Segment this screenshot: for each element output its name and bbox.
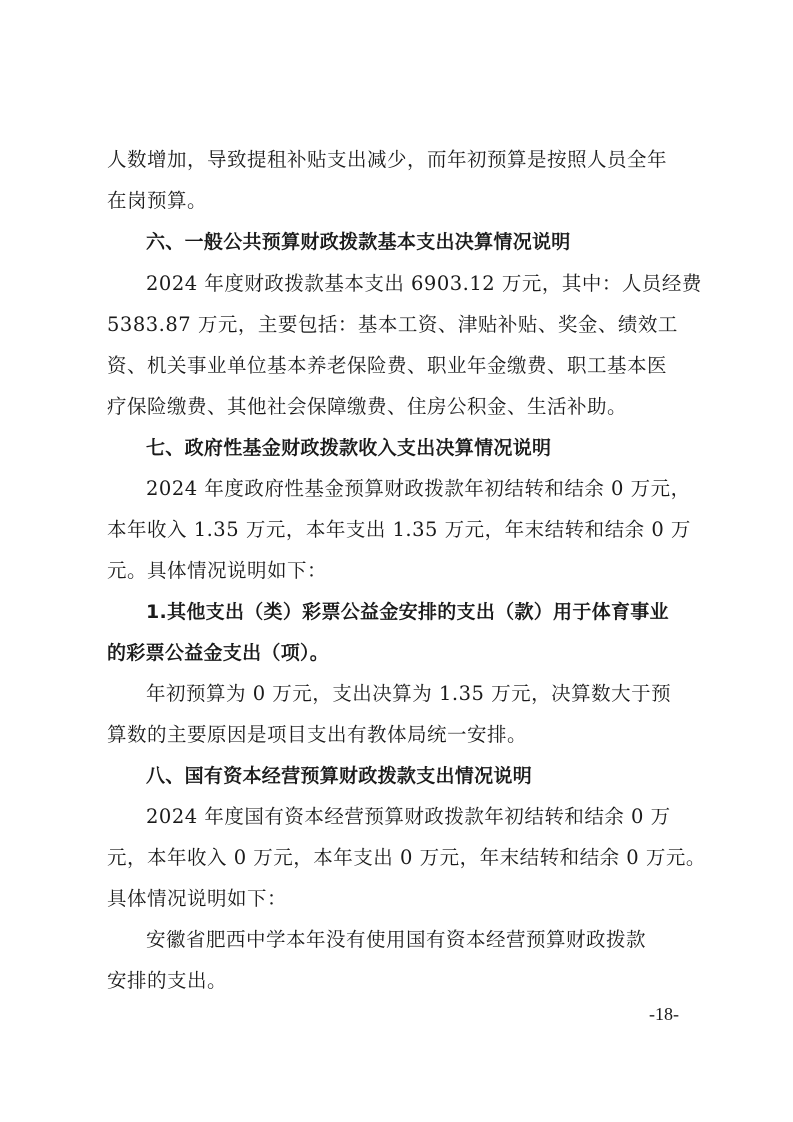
subsection-heading: 1.其他支出（类）彩票公益金安排的支出（款）用于体育事业: [146, 601, 669, 623]
paragraph-line: 具体情况说明如下：: [107, 887, 288, 910]
paragraph-line: 5383.87 万元，主要包括：基本工资、津贴补贴、奖金、绩效工: [107, 313, 678, 336]
paragraph-line: 2024 年度政府性基金预算财政拨款年初结转和结余 0 万元，: [146, 477, 691, 500]
section-heading-8: 八、国有资本经营预算财政拨款支出情况说明: [146, 765, 533, 787]
paragraph-line: 人数增加，导致提租补贴支出减少，而年初预算是按照人员全年: [107, 148, 668, 171]
page-number: -18-: [649, 1004, 679, 1024]
paragraph-line: 在岗预算。: [107, 189, 208, 212]
paragraph-line: 资、机关事业单位基本养老保险费、职业年金缴费、职工基本医: [107, 354, 668, 377]
section-heading-6: 六、一般公共预算财政拨款基本支出决算情况说明: [146, 231, 571, 253]
paragraph-line: 2024 年度国有资本经营预算财政拨款年初结转和结余 0 万: [146, 805, 671, 828]
paragraph-line: 安排的支出。: [107, 969, 228, 992]
paragraph-line: 本年收入 1.35 万元，本年支出 1.35 万元，年末结转和结余 0 万: [107, 518, 691, 541]
subsection-heading-cont: 的彩票公益金支出（项）。: [107, 642, 330, 664]
paragraph-line: 疗保险缴费、其他社会保障缴费、住房公积金、生活补助。: [107, 395, 628, 418]
paragraph-line: 年初预算为 0 万元，支出决算为 1.35 万元，决算数大于预: [146, 682, 672, 705]
paragraph-line: 2024 年度财政拨款基本支出 6903.12 万元，其中：人员经费: [146, 272, 702, 295]
paragraph-line: 算数的主要原因是项目支出有教体局统一安排。: [107, 723, 528, 746]
paragraph-line: 元。具体情况说明如下：: [107, 559, 328, 582]
paragraph-line: 安徽省肥西中学本年没有使用国有资本经营预算财政拨款: [146, 928, 647, 951]
paragraph-line: 元，本年收入 0 万元，本年支出 0 万元，年末结转和结余 0 万元。: [107, 846, 706, 869]
section-heading-7: 七、政府性基金财政拨款收入支出决算情况说明: [146, 437, 552, 459]
